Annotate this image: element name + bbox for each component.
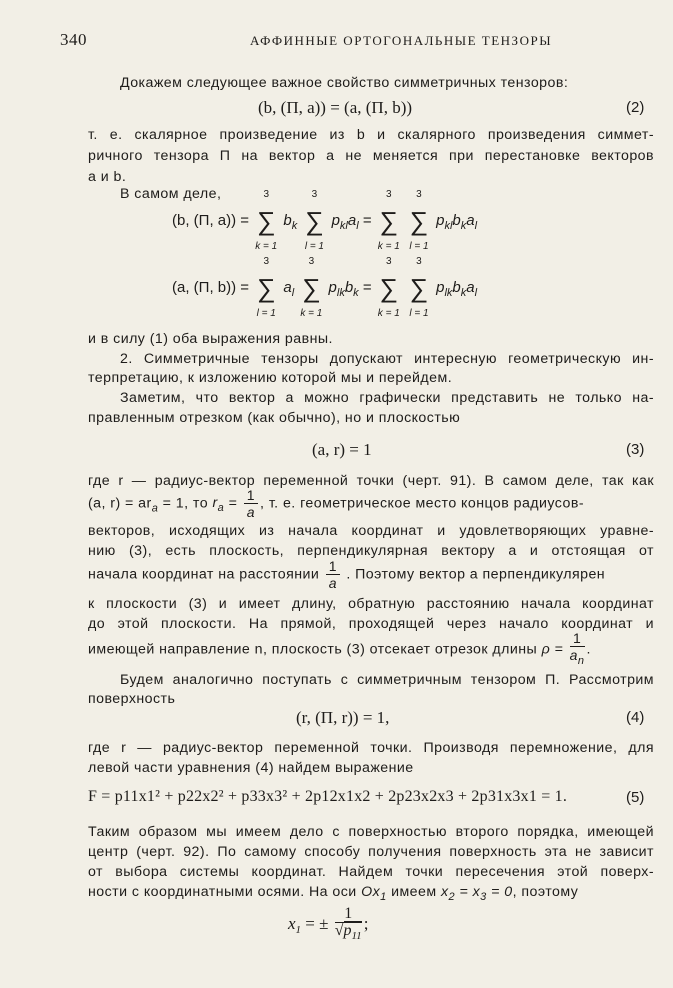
equation-lhs: (b, (П, a)) =	[172, 211, 250, 229]
equation-number: (4)	[626, 709, 645, 726]
equation-lhs: (a, (П, b)) =	[172, 278, 250, 296]
sum-operator: 3 ∑ l = 1	[256, 256, 276, 319]
equation-number: (5)	[626, 789, 645, 806]
sum-operator: 3 ∑ k = 1	[377, 256, 400, 319]
paragraph: от выбора системы координат. Найдем точки пересечения этой поверх-	[88, 864, 654, 880]
paragraph: Докажем следующее важное свойство симметричных тензоров:	[120, 75, 569, 91]
double-sum-equation-1: (b, (П, a)) = 3 ∑ k = 1 $b_k$ 3 ∑ l = 1 $p_{kl}a_l$ = 3 ∑ k = 1 3 ∑ l = 1 $p_{kl}b_ka_l$	[172, 189, 478, 252]
page-number: 340	[60, 30, 87, 49]
x1-intercept-equation: $x_1$ = ± $\frac{1}{√p_{11}}$ ;	[288, 905, 369, 942]
equation-2: (b, (П, a)) = (a, (П, b))	[258, 98, 413, 117]
sum-operator: 3 ∑ l = 1	[409, 256, 429, 319]
equation-number: (2)	[626, 99, 645, 116]
paragraph: a и b.	[88, 169, 127, 185]
paragraph-with-fraction: (a, $r) = ar_a = 1$, то $r_a$ = $\frac{1}{a}$ , т. е. геометрическое место концов радиусов-	[88, 487, 584, 520]
equation-5: F = p11x1² + p22x2² + p33x3² + 2p12x1x2 + 2p23x2x3 + 2p31x3x1 = 1.	[88, 788, 568, 805]
paragraph-with-fraction: начала координат на расстоянии $\frac{1}{a}$ . Поэтому вектор a перпендикулярен	[88, 558, 606, 591]
paragraph: 2. Симметричные тензоры допускают интересную геометрическую ин-	[120, 351, 654, 367]
paragraph-with-fraction: имеющей направление n, плоскость (3) отсекает отрезок длины ρ = $\frac{1}{a_n}$ .	[88, 630, 591, 667]
paragraph: и в силу (1) оба выражения равны.	[88, 331, 333, 347]
double-sum-equation-2: (a, (П, b)) = 3 ∑ l = 1 $a_l$ 3 ∑ k = 1 $p_{lk}b_k$ = 3 ∑ k = 1 3 ∑ l = 1 $p_{lk}b_ka_l$	[172, 256, 478, 319]
fraction: $\frac{1}{√p_{11}}$	[334, 905, 362, 942]
sum-operator: 3 ∑ k = 1	[255, 189, 278, 252]
paragraph-with-math: ности с координатными осями. На оси $Ox_1$ имеем $x_2 = x_3 = 0$, поэтому	[88, 884, 579, 903]
fraction: $\frac{1}{a}$	[244, 487, 258, 520]
paragraph: центр (черт. 92). По самому способу получения поверхность эта не зависит	[88, 844, 654, 860]
sum-operator: 3 ∑ l = 1	[304, 189, 324, 252]
paragraph: левой части уравнения (4) найдем выражение	[88, 760, 414, 776]
paragraph: векторов, исходящих из начала координат и удовлетворяющих уравне-	[88, 523, 654, 539]
fraction: $\frac{1}{a_n}$	[569, 630, 585, 667]
paragraph: где r — радиус-вектор переменной точки (черт. 91). В самом деле, так как	[88, 473, 654, 489]
paragraph: к плоскости (3) и имеет длину, обратную расстоянию начала координат	[88, 596, 654, 612]
paragraph: где r — радиус-вектор переменной точки. Производя перемножение, для	[88, 740, 654, 756]
running-title: АФФИННЫЕ ОРТОГОНАЛЬНЫЕ ТЕНЗОРЫ	[250, 33, 553, 48]
equation-4: (r, (П, r)) = 1,	[296, 708, 390, 727]
paragraph: Таким образом мы имеем дело с поверхностью второго порядка, имеющей	[88, 824, 654, 840]
paragraph: Заметим, что вектор a можно графически представить не только на-	[120, 390, 654, 406]
paragraph: поверхность	[88, 691, 176, 707]
equation-number: (3)	[626, 441, 645, 458]
equation-3: (a, r) = 1	[312, 440, 372, 459]
paragraph: до этой плоскости. На прямой, проходящей через начало координат и	[88, 616, 654, 632]
paragraph: т. е. скалярное произведение из b и скалярного произведения симмет-	[88, 127, 654, 143]
sum-operator: 3 ∑ k = 1	[377, 189, 400, 252]
paragraph: В самом деле,	[120, 186, 222, 202]
paragraph: Будем аналогично поступать с симметричным тензором П. Рассмотрим	[120, 672, 654, 688]
paragraph: ричного тензора П на вектор a не меняется при перестановке векторов	[88, 148, 654, 164]
sum-operator: 3 ∑ k = 1	[300, 256, 323, 319]
paragraph: правленным отрезком (как обычно), но и плоскостью	[88, 410, 461, 426]
paragraph: терпретацию, к изложению которой мы и перейдем.	[88, 370, 453, 386]
page-header	[60, 30, 603, 52]
paragraph: нию (3), есть плоскость, перпендикулярная вектору a и отстоящая от	[88, 543, 654, 559]
sum-operator: 3 ∑ l = 1	[409, 189, 429, 252]
fraction: $\frac{1}{a}$	[326, 558, 340, 591]
